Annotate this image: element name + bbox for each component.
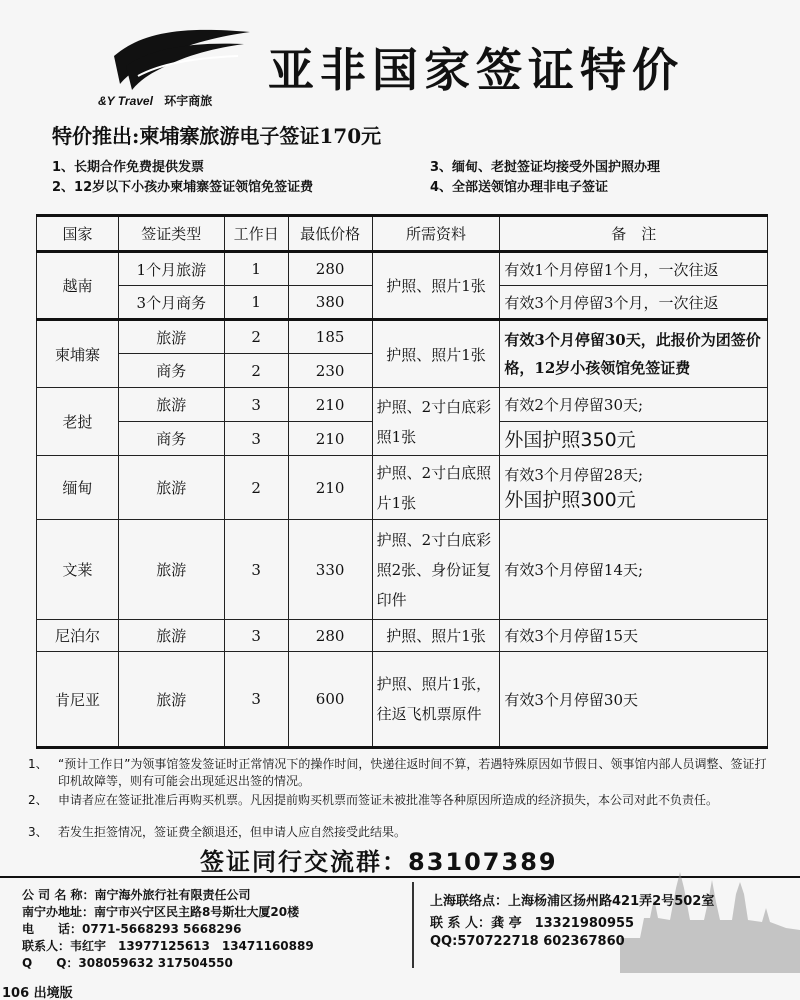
table-row bbox=[37, 520, 768, 620]
days-cell: 3 bbox=[224, 520, 288, 620]
remark-cell-foreign-price: 外国护照350元 bbox=[500, 422, 768, 456]
footnote-text: 若发生拒签情况，签证费全额退还，但申请人应自然接受此结果。 bbox=[58, 825, 407, 839]
days-cell: 3 bbox=[224, 422, 288, 456]
contact-value: 上海杨浦区扬州路421弄2号502室 bbox=[508, 894, 715, 909]
days-cell: 2 bbox=[224, 320, 288, 354]
footnote bbox=[28, 756, 778, 790]
table-row bbox=[37, 620, 768, 652]
price-cell: 330 bbox=[288, 520, 372, 620]
table-row bbox=[37, 252, 768, 286]
remark-cell: 有效3个月停留14天; bbox=[500, 520, 768, 620]
price-cell: 380 bbox=[288, 286, 372, 320]
remark-cell: 有效3个月停留30天，此报价为团签价格，12岁小孩领馆免签证费 bbox=[500, 320, 768, 388]
contact-label: QQ: bbox=[430, 934, 458, 949]
header-price: 最低价格 bbox=[288, 216, 372, 252]
contact-value: 570722718 602367860 bbox=[457, 934, 625, 949]
table-row bbox=[37, 388, 768, 422]
contact-label: Q Q： bbox=[22, 956, 79, 970]
contact-value: 308059632 317504550 bbox=[78, 956, 233, 970]
footnote-text: “预计工作日”为领事馆签发签证时正常情况下的操作时间，快递往返时间不算，若遇特殊原因如节假日、领事馆内部人员调整、签证打印机故障等，则有可能会出现延迟出签的情况。 bbox=[58, 757, 767, 788]
country-cell: 文莱 bbox=[37, 520, 119, 620]
type-cell: 商务 bbox=[118, 354, 224, 388]
header-documents: 所需资料 bbox=[372, 216, 500, 252]
contact-label: 上海联络点： bbox=[430, 894, 509, 909]
travel-logo-icon bbox=[112, 26, 252, 96]
type-cell: 商务 bbox=[118, 422, 224, 456]
table-row bbox=[37, 320, 768, 354]
docs-cell: 护照、照片1张，往返飞机票原件 bbox=[372, 652, 500, 748]
footnote-text: 申请者应在签证批准后再购买机票。凡因提前购买机票而签证未被批准等各种原因所造成的经济损失，本公司对此不负责任。 bbox=[58, 793, 719, 807]
docs-cell: 护照、2寸白底彩照1张 bbox=[372, 388, 500, 456]
remark-cell bbox=[500, 456, 768, 520]
remark-cell: 有效3个月停留3个月，一次往返 bbox=[500, 286, 768, 320]
type-cell: 旅游 bbox=[118, 456, 224, 520]
remark-line: 有效3个月停留28天; bbox=[504, 465, 644, 484]
footnote-number: 3、 bbox=[28, 825, 48, 839]
phone-line bbox=[22, 920, 241, 937]
price-cell: 280 bbox=[288, 252, 372, 286]
country-cell: 尼泊尔 bbox=[37, 620, 119, 652]
footnote bbox=[28, 824, 778, 841]
table-row bbox=[37, 652, 768, 748]
footnote-number: 1、 bbox=[28, 757, 48, 771]
footnote bbox=[28, 792, 778, 809]
remark-cell: 有效3个月停留15天 bbox=[500, 620, 768, 652]
remark-cell-foreign-price: 外国护照300元 bbox=[504, 488, 636, 511]
header-workdays: 工作日 bbox=[224, 216, 288, 252]
page-title: 亚非国家签证特价 bbox=[268, 43, 684, 97]
contact-value: 龚 亭 13321980955 bbox=[491, 916, 635, 931]
days-cell: 2 bbox=[224, 456, 288, 520]
address-line bbox=[22, 903, 299, 920]
shanghai-qq-line bbox=[430, 934, 625, 949]
note-item: 4、全部送领馆办理非电子签证 bbox=[430, 180, 609, 195]
type-cell: 旅游 bbox=[118, 320, 224, 354]
header-country: 国家 bbox=[37, 216, 119, 252]
price-cell: 230 bbox=[288, 354, 372, 388]
table-row bbox=[37, 456, 768, 520]
days-cell: 3 bbox=[224, 652, 288, 748]
contact-label: 南宁办地址： bbox=[22, 905, 95, 919]
remark-cell: 有效3个月停留30天 bbox=[500, 652, 768, 748]
contact-value: 南宁海外旅行社有限责任公司 bbox=[94, 888, 251, 902]
contact-column-divider bbox=[412, 882, 414, 968]
country-cell: 老挝 bbox=[37, 388, 119, 456]
note-item: 1、长期合作免费提供发票 bbox=[52, 160, 205, 175]
type-cell: 旅游 bbox=[118, 520, 224, 620]
price-cell: 600 bbox=[288, 652, 372, 748]
type-cell: 旅游 bbox=[118, 620, 224, 652]
contact-label: 联 系 人： bbox=[430, 916, 492, 931]
docs-cell: 护照、照片1张 bbox=[372, 252, 500, 320]
note-item: 2、12岁以下小孩办柬埔寨签证领馆免签证费 bbox=[52, 180, 314, 195]
brand-name bbox=[98, 92, 212, 109]
note-item: 3、缅甸、老挝签证均接受外国护照办理 bbox=[430, 160, 661, 175]
header-visa-type: 签证类型 bbox=[118, 216, 224, 252]
days-cell: 3 bbox=[224, 620, 288, 652]
days-cell: 3 bbox=[224, 388, 288, 422]
country-cell: 越南 bbox=[37, 252, 119, 320]
contact-value: 南宁市兴宁区民主路8号斯壮大厦20楼 bbox=[94, 905, 300, 919]
type-cell: 3个月商务 bbox=[118, 286, 224, 320]
shanghai-address-line bbox=[430, 890, 714, 909]
price-cell: 280 bbox=[288, 620, 372, 652]
type-cell: 1个月旅游 bbox=[118, 252, 224, 286]
type-cell: 旅游 bbox=[118, 388, 224, 422]
contact-value: 0771-5668293 5668296 bbox=[82, 922, 242, 936]
contact-label: 联系人： bbox=[22, 939, 71, 953]
days-cell: 1 bbox=[224, 252, 288, 286]
days-cell: 1 bbox=[224, 286, 288, 320]
qq-line bbox=[22, 954, 233, 971]
days-cell: 2 bbox=[224, 354, 288, 388]
temple-skyline-icon bbox=[620, 858, 800, 973]
visa-price-table bbox=[36, 214, 768, 749]
price-cell: 210 bbox=[288, 388, 372, 422]
shanghai-contact-line bbox=[430, 912, 634, 931]
page-number: 106 出境版 bbox=[2, 986, 73, 1000]
brand-cn: 环宇商旅 bbox=[164, 94, 213, 108]
country-cell: 柬埔寨 bbox=[37, 320, 119, 388]
table-header-row bbox=[37, 216, 768, 252]
footnote-number: 2、 bbox=[28, 793, 48, 807]
price-cell: 210 bbox=[288, 456, 372, 520]
price-cell: 210 bbox=[288, 422, 372, 456]
contact-person-line bbox=[22, 937, 314, 954]
contact-value: 韦红宇 13977125613 13471160889 bbox=[70, 939, 314, 953]
contact-label: 电 话： bbox=[22, 922, 83, 936]
brand-en: &Y Travel bbox=[98, 94, 153, 108]
price-cell: 185 bbox=[288, 320, 372, 354]
docs-cell: 护照、2寸白底照片1张 bbox=[372, 456, 500, 520]
docs-cell: 护照、照片1张 bbox=[372, 320, 500, 388]
promo-headline: 特价推出:柬埔寨旅游电子签证170元 bbox=[52, 124, 382, 148]
docs-cell: 护照、2寸白底彩照2张、身份证复印件 bbox=[372, 520, 500, 620]
company-name-line bbox=[22, 886, 251, 903]
remark-cell: 有效1个月停留1个月，一次往返 bbox=[500, 252, 768, 286]
country-cell: 缅甸 bbox=[37, 456, 119, 520]
remark-cell: 有效2个月停留30天; bbox=[500, 388, 768, 422]
country-cell: 肯尼亚 bbox=[37, 652, 119, 748]
header-remarks: 备 注 bbox=[500, 216, 768, 252]
docs-cell: 护照、照片1张 bbox=[372, 620, 500, 652]
contact-label: 公 司 名 称： bbox=[22, 888, 95, 902]
type-cell: 旅游 bbox=[118, 652, 224, 748]
exchange-group-line: 签证同行交流群：83107389 bbox=[200, 848, 558, 876]
